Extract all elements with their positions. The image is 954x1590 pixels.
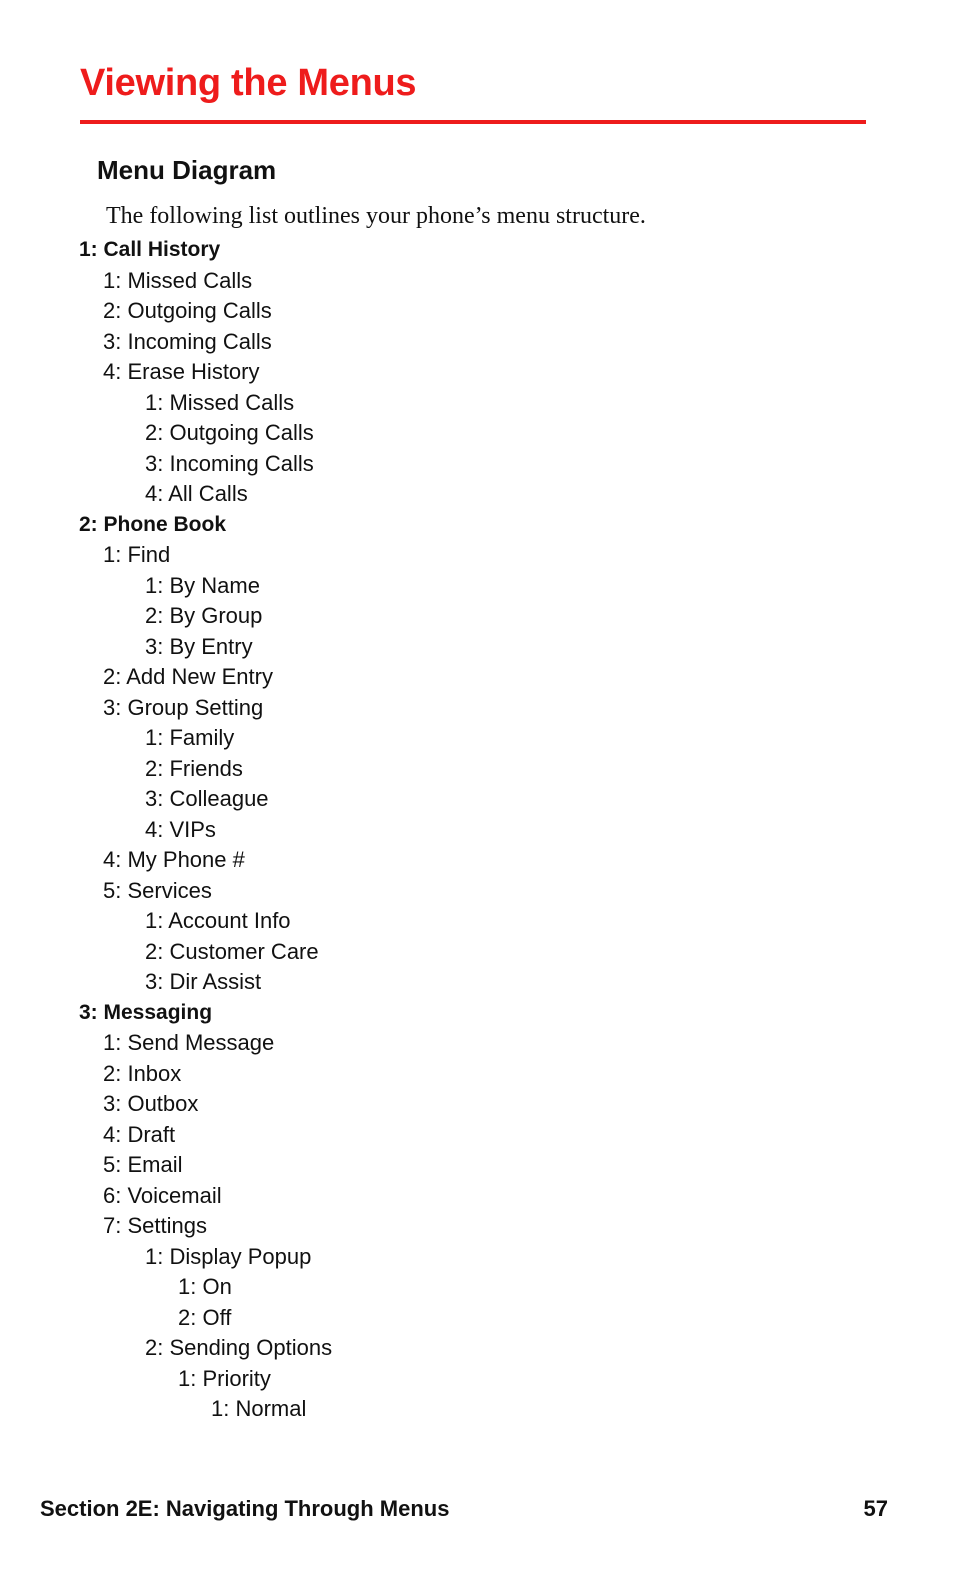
menu-item: 4: Erase History [103, 359, 260, 384]
menu-item: 5: Email [103, 1152, 183, 1177]
menu-item: 2: Friends [145, 755, 243, 781]
title-rule [80, 120, 866, 124]
menu-item: 2: Sending Options [145, 1335, 333, 1360]
menu-diagram-list [0, 235, 332, 1425]
menu-item: 4: Draft [103, 1121, 176, 1147]
menu-item: 1: Missed Calls [103, 267, 253, 293]
menu-item: 3: By Entry [145, 633, 253, 659]
menu-item: 3: Incoming Calls [145, 450, 314, 476]
menu-item: 1: Family [145, 725, 235, 750]
menu-item: 2: Customer Care [145, 938, 319, 964]
menu-item: 2: Inbox [103, 1060, 182, 1086]
menu-item: 1: On [178, 1274, 232, 1299]
menu-item: 4: My Phone # [103, 847, 245, 872]
menu-item: 2: Outgoing Calls [145, 420, 314, 445]
menu-item: 1: Missed Calls [145, 389, 295, 415]
menu-item: 1: Find [103, 542, 171, 567]
menu-item: 5: Services [103, 877, 212, 903]
menu-top-level-item: 2: Phone Book [79, 512, 227, 536]
menu-item: 2: Add New Entry [103, 664, 273, 689]
menu-item: 4: All Calls [145, 481, 248, 506]
menu-item: 3: Dir Assist [145, 969, 262, 994]
menu-top-level-item: 1: Call History [79, 238, 221, 261]
menu-item: 1: Account Info [145, 908, 291, 933]
menu-item: 1: By Name [145, 572, 260, 598]
menu-item: 2: Outgoing Calls [103, 298, 272, 323]
menu-item: 1: Send Message [103, 1030, 275, 1055]
menu-item: 2: Off [178, 1304, 232, 1330]
page-number: 57 [863, 1496, 888, 1521]
menu-item: 2: By Group [145, 603, 263, 628]
menu-item: 1: Normal [211, 1396, 307, 1421]
menu-item: 4: VIPs [145, 816, 216, 842]
menu-item: 3: Group Setting [103, 694, 264, 720]
menu-item: 1: Priority [178, 1365, 271, 1391]
menu-item: 3: Incoming Calls [103, 328, 272, 354]
footer-section-title: Section 2E: Navigating Through Menus [40, 1496, 450, 1521]
menu-item: 7: Settings [103, 1213, 207, 1238]
section-heading: Menu Diagram [97, 155, 277, 185]
menu-item: 3: Colleague [145, 786, 269, 811]
intro-text: The following list outlines your phone’s menu structure. [106, 203, 646, 229]
menu-top-level-item: 3: Messaging [79, 1000, 213, 1024]
menu-item: 3: Outbox [103, 1091, 199, 1116]
page-title: Viewing the Menus [80, 62, 417, 104]
menu-item: 6: Voicemail [103, 1182, 222, 1208]
menu-item: 1: Display Popup [145, 1243, 312, 1269]
